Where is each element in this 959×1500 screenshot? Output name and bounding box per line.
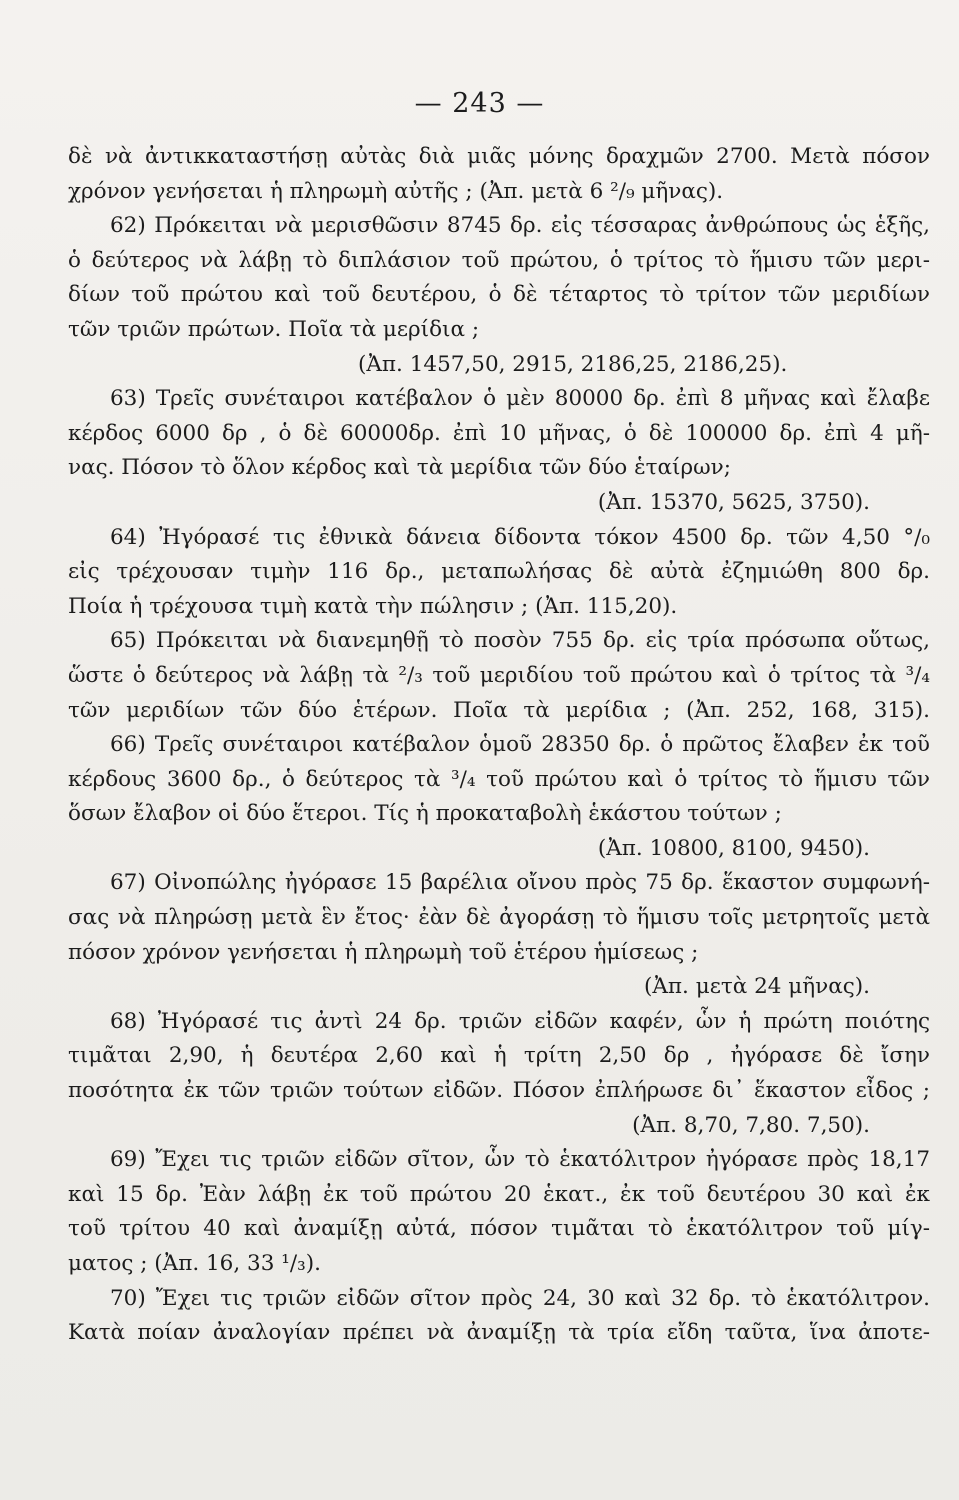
page-number: — 243 — [414, 88, 545, 119]
text-line: Ποία ἡ τρέχουσα τιμὴ κατὰ τὴν πώλησιν ; (Ἀπ. 115,20). [68, 593, 678, 619]
text-line: καὶ 15 δρ. Ἐὰν λάβῃ ἐκ τοῦ πρώτου 20 ἑκατ., ἐκ τοῦ δευτέρου 30 καὶ ἐκ [68, 1181, 930, 1207]
text-line: τῶν μεριδίων τῶν δύο ἑτέρων. Ποῖα τὰ μερίδια ; (Ἀπ. 252, 168, 315). [68, 697, 930, 723]
text-line: ὥστε ὁ δεύτερος νὰ λάβῃ τὰ ²/₃ τοῦ μεριδίου τοῦ πρώτου καὶ ὁ τρίτος τὰ ³/₄ [68, 662, 930, 688]
text-line: εἰς τρέχουσαν τιμὴν 116 δρ., μεταπωλήσας δὲ αὐτὰ ἐζημιώθη 800 δρ. [68, 559, 930, 585]
problem-70-start: 70) Ἔχει τις τριῶν εἰδῶν σῖτον πρὸς 24, 30 καὶ 32 δρ. τὸ ἑκατόλιτρον. [110, 1285, 930, 1311]
answer-line: (Ἀπ. μετὰ 24 μῆνας). [644, 974, 870, 1000]
text-line: σας νὰ πληρώσῃ μετὰ ἓν ἔτος· ἐὰν δὲ ἀγοράσῃ τὸ ἥμισυ τοῖς μετρητοῖς μετὰ [68, 905, 930, 931]
problem-69-start: 69) Ἔχει τις τριῶν εἰδῶν σῖτον, ὧν τὸ ἑκατόλιτρον ἠγόρασε πρὸς 18,17 [110, 1147, 930, 1173]
answer-line: (Ἀπ. 1457,50, 2915, 2186,25, 2186,25). [358, 351, 788, 377]
text-line: τοῦ τρίτου 40 καὶ ἀναμίξῃ αὐτά, πόσον τιμᾶται τὸ ἑκατόλιτρον τοῦ μίγ- [68, 1216, 930, 1242]
text-line: ὅσων ἔλαβον οἱ δύο ἕτεροι. Τίς ἡ προκαταβολὴ ἑκάστου τούτων ; [68, 801, 782, 827]
text-line: δὲ νὰ ἀντικκαταστήσῃ αὐτὰς διὰ μιᾶς μόνης δραχμῶν 2700. Μετὰ πόσον [68, 144, 930, 169]
problem-63-start: 63) Τρεῖς συνέταιροι κατέβαλον ὁ μὲν 80000 δρ. ἐπὶ 8 μῆνας καὶ ἔλαβε [110, 386, 930, 412]
text-line: Κατὰ ποίαν ἀναλογίαν πρέπει νὰ ἀναμίξῃ τὰ τρία εἴδη ταῦτα, ἵνα ἀποτε- [68, 1320, 930, 1346]
problem-68-start: 68) Ἠγόρασέ τις ἀντὶ 24 δρ. τριῶν εἰδῶν καφέν, ὧν ἡ πρώτη ποιότης [110, 1008, 930, 1034]
text-line: δίων τοῦ πρώτου καὶ τοῦ δευτέρου, ὁ δὲ τέταρτος τὸ τρίτον τῶν μεριδίων [68, 282, 930, 308]
answer-line: (Ἀπ. 10800, 8100, 9450). [597, 835, 870, 861]
text-line: χρόνον γενήσεται ἡ πληρωμὴ αὐτῆς ; (Ἀπ. μετὰ 6 ²/₉ μῆνας). [68, 178, 724, 204]
problem-67-start: 67) Οἰνοπώλης ἠγόρασε 15 βαρέλια οἴνου πρὸς 75 δρ. ἕκαστον συμφωνή- [110, 870, 930, 896]
answer-line: (Ἀπ. 8,70, 7,80. 7,50). [632, 1112, 870, 1138]
text-line: κέρδους 3600 δρ., ὁ δεύτερος τὰ ³/₄ τοῦ πρώτου καὶ ὁ τρίτος τὸ ἥμισυ τῶν [68, 766, 930, 792]
problem-65-start: 65) Πρόκειται νὰ διανεμηθῇ τὸ ποσὸν 755 δρ. εἰς τρία πρόσωπα οὕτως, [110, 628, 930, 654]
problem-62-start: 62) Πρόκειται νὰ μερισθῶσιν 8745 δρ. εἰς τέσσαρας ἀνθρώπους ὡς ἑξῆς, [110, 213, 930, 239]
text-line: ματος ; (Ἀπ. 16, 33 ¹/₃). [68, 1251, 321, 1276]
text-line: κέρδος 6000 δρ , ὁ δὲ 60000δρ. ἐπὶ 10 μῆνας, ὁ δὲ 100000 δρ. ἐπὶ 4 μῆ- [68, 420, 930, 446]
page-body-text [68, 140, 930, 1351]
text-line: τῶν τριῶν πρώτων. Ποῖα τὰ μερίδια ; [68, 316, 480, 342]
text-line: ποσότητα ἐκ τῶν τριῶν τούτων εἰδῶν. Πόσον ἐπλήρωσε δι᾽ ἕκαστον εἶδος ; [68, 1078, 930, 1104]
text-line: πόσον χρόνον γενήσεται ἡ πληρωμὴ τοῦ ἑτέρου ἡμίσεως ; [68, 939, 699, 965]
answer-line: (Ἀπ. 15370, 5625, 3750). [597, 489, 870, 515]
text-line: ὁ δεύτερος νὰ λάβῃ τὸ διπλάσιον τοῦ πρώτου, ὁ τρίτος τὸ ἥμισυ τῶν μερι- [68, 247, 930, 273]
text-line: νας. Πόσον τὸ ὅλον κέρδος καὶ τὰ μερίδια τῶν δύο ἑταίρων; [68, 455, 731, 481]
problem-64-start: 64) Ἠγόρασέ τις ἐθνικὰ δάνεια δίδοντα τόκον 4500 δρ. τῶν 4,50 °/₀ [110, 524, 930, 550]
problem-66-start: 66) Τρεῖς συνέταιροι κατέβαλον ὁμοῦ 28350 δρ. ὁ πρῶτος ἔλαβεν ἐκ τοῦ [110, 732, 930, 758]
text-line: τιμᾶται 2,90, ἡ δευτέρα 2,60 καὶ ἡ τρίτη 2,50 δρ , ἠγόρασε δὲ ἴσην [68, 1043, 930, 1069]
